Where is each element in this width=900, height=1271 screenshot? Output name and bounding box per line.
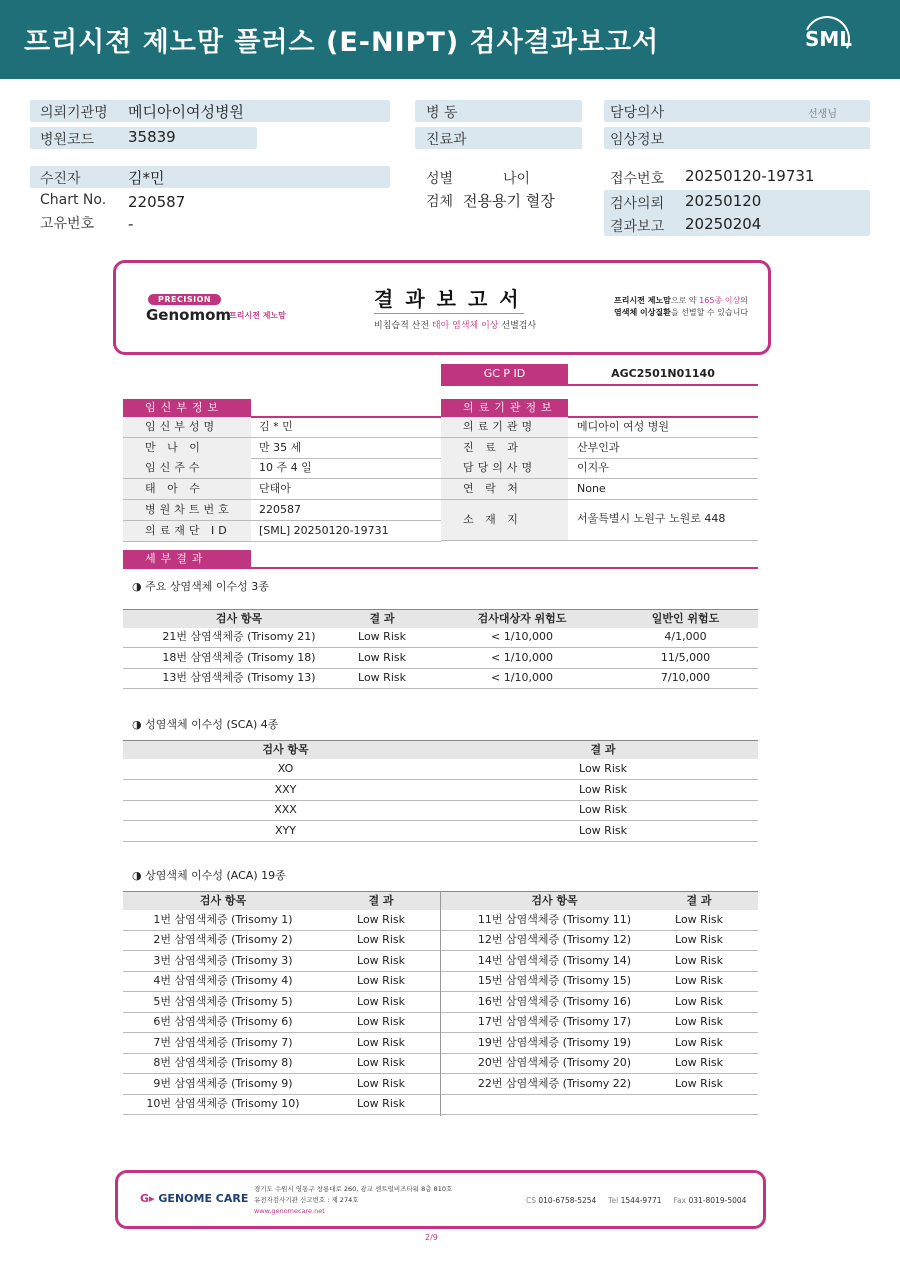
footer-url[interactable]: www.genomecare.net [254,1207,325,1215]
sca-cell: XXX [274,803,297,816]
footer-phones: CS 010-6758-5254 Tel 1544-9771 Fax 031-8019-5004 [526,1196,747,1205]
specimen-label: 검체 [426,194,454,210]
aca-cell: Low Risk [675,994,723,1008]
footer-card [115,1170,766,1229]
aca-cell: Low Risk [675,1056,723,1070]
sca-cell: Low Risk [579,762,627,775]
major-cell: < 1/10,000 [491,630,553,643]
patient-box [30,166,390,188]
aca-cell: Low Risk [357,974,405,988]
card-side-text: 프리시젼 제노맘으로 약 165종 이상의 염색체 이상질환을 선별할 수 있습니다 [614,296,749,317]
aca-cell: 1번 삼염색체증 (Trisomy 1) [153,913,293,926]
sca-cell: Low Risk [579,823,627,837]
mother-row-value: 10 주 4 일 [259,461,312,475]
report-title: 결과보고서 [374,287,531,311]
column-divider [440,891,441,1116]
major-cell: 4/1,000 [664,630,707,643]
sca-cell: Low Risk [579,782,627,796]
specimen-value: 전용용기 혈장 [463,192,555,210]
report-header-card [113,260,771,355]
aca-cell: 15번 삼염색체증 (Trisomy 15) [477,974,632,988]
hospital-value: 메디아이여성병원 [128,103,244,121]
aca-cell: 11번 삼염색체증 (Trisomy 11) [477,913,632,926]
page-title: 프리시젼 제노맘 플러스 (E-NIPT) 검사결과보고서 [24,27,660,58]
aca-cell: Low Risk [675,1076,723,1090]
major-cell: Low Risk [358,671,406,685]
inst-row-label: 진 료 과 [441,438,568,458]
row-divider [123,688,758,689]
aca-cell: 9번 삼염색체증 (Trisomy 9) [153,1076,293,1090]
sca-header-cell: 검사 항목 [262,743,309,756]
aca-cell: Low Risk [357,1076,405,1090]
report-subtitle: 비침습적 산전 태아 염색체 이상 선별검사 [374,321,537,331]
unique-label: 고유번호 [40,216,95,232]
major-cell: 21번 삼염색체증 (Trisomy 21) [162,630,316,643]
aca-cell: 14번 삼염색체증 (Trisomy 14) [477,953,632,967]
sca-cell: Low Risk [579,803,627,816]
aca-cell: 3번 삼염색체증 (Trisomy 3) [153,953,293,967]
aca-header-cell: 결 과 [686,894,712,907]
mother-row-value: 김 * 민 [259,420,293,433]
aca-cell: 10번 삼염색체증 (Trisomy 10) [146,1097,300,1111]
inst-row-value: 이지우 [577,461,609,475]
sml-logo: SML [804,27,852,51]
inst-row-value: 산부인과 [577,440,620,454]
row-divider [441,540,758,541]
request-label: 검사의뢰 [610,196,665,212]
aca-cell: Low Risk [357,1015,405,1029]
major-header-cell: 일반인 위험도 [651,612,720,625]
clinical-label: 임상정보 [610,132,665,148]
precision-badge: PRECISION [148,294,221,305]
gcp-value: AGC2501N01140 [611,367,715,380]
aca-cell: 5번 삼염색체증 (Trisomy 5) [153,994,293,1008]
request-value: 20250120 [685,192,762,210]
mother-row-value: 만 35 세 [259,440,302,454]
chart-value: 220587 [128,193,186,211]
ward-label: 병 동 [426,105,458,121]
gcp-label: GC P ID [483,367,526,380]
title-divider [374,313,524,314]
aca-cell: 8번 삼염색체증 (Trisomy 8) [153,1056,293,1070]
aca-cell: 16번 삼염색체증 (Trisomy 16) [477,994,632,1008]
major-cell: < 1/10,000 [491,671,553,685]
inst-row-label: 소 재 지 [441,500,568,540]
patient-label: 수진자 [40,171,81,187]
inst-row-value: 서울특별시 노원구 노원로 448 [577,512,726,525]
page-number: 2/9 [425,1233,438,1242]
age-label: 나이 [503,171,531,187]
title-bar [0,0,900,79]
aca-header-cell: 검사 항목 [199,894,247,907]
aca-cell: Low Risk [675,1015,723,1029]
mother-row-label: 만 나 이 [123,438,251,458]
aca-cell: Low Risk [675,933,723,947]
aca-cell: Low Risk [675,953,723,967]
mother-row-value: [SML] 20250120-19731 [259,523,389,537]
report-label: 결과보고 [610,219,665,235]
sca-cell: XYY [275,823,296,837]
sca-section-title: ◑ 성염색체 이수성 (SCA) 4종 [132,718,279,731]
aca-cell: 19번 삼염색체증 (Trisomy 19) [477,1035,632,1049]
aca-cell: Low Risk [675,913,723,926]
inst-info-tag: 의료기관정보 [441,399,568,417]
report-value: 20250204 [685,215,762,233]
major-section-title: ◑ 주요 상염색체 이수성 3종 [132,580,269,593]
major-cell: Low Risk [358,630,406,643]
mother-row-label: 병원차트번호 [123,500,251,520]
genomom-subtitle: 프리시젼 제노맘 [229,311,286,320]
major-cell: Low Risk [358,650,406,664]
mother-info-tag: 임신부정보 [123,399,251,417]
inst-row-value: None [577,482,606,496]
hospital-label: 의뢰기관명 [40,105,108,121]
major-cell: 13번 삼염색체증 (Trisomy 13) [162,671,316,685]
aca-header-cell: 검사 항목 [531,894,578,907]
mother-row-label: 태 아 수 [123,479,251,499]
sca-cell: XO [277,762,294,775]
mother-row-label: 임신부성명 [123,417,251,437]
unique-value: - [128,215,134,233]
aca-cell: Low Risk [675,974,723,988]
aca-cell: Low Risk [675,1035,723,1049]
aca-cell: Low Risk [357,1056,405,1070]
aca-cell: 2번 삼염색체증 (Trisomy 2) [153,933,293,947]
detail-results-line [123,567,758,569]
aca-cell: Low Risk [357,994,405,1008]
chart-label: Chart No. [40,192,107,208]
aca-cell: Low Risk [357,1035,405,1049]
receipt-value: 20250120-19731 [685,167,815,185]
sca-header-cell: 결 과 [590,743,616,756]
inst-row-label: 의료기관명 [441,417,568,437]
code-value: 35839 [128,128,176,146]
major-cell: < 1/10,000 [491,650,553,664]
mother-row-label: 임신주수 [123,458,251,478]
inst-row-label: 담당의사명 [441,458,568,478]
aca-cell: Low Risk [357,1097,405,1111]
mother-row-label: 의료재단 ID [123,521,251,541]
major-header-cell: 결 과 [369,612,395,625]
aca-cell: 22번 삼염색체증 (Trisomy 22) [477,1076,632,1090]
footer-address: 경기도 수원시 영통구 창룡대로 260, 광교 센트럴비즈타워 8층 810호 유전자검사기관 신고번호 : 제 274호 www.genomecare.net [254,1185,453,1215]
aca-section-title: ◑ 상염색체 이수성 (ACA) 19종 [132,869,286,882]
major-cell: 7/10,000 [660,671,711,685]
doctor-label: 담당의사 [610,105,665,121]
major-cell: 11/5,000 [660,650,711,664]
aca-cell: 4번 삼염색체증 (Trisomy 4) [153,974,293,988]
code-label: 병원코드 [40,132,95,148]
inst-row-label: 연 락 처 [441,479,568,499]
dept-label: 진료과 [426,132,467,148]
gcp-underline [441,384,758,386]
aca-cell: 17번 삼염색체증 (Trisomy 17) [477,1015,632,1029]
doctor-suffix: 선생님 [808,109,837,120]
row-divider [123,841,758,842]
detail-results-tag: 세부결과 [123,550,251,568]
aca-cell: 12번 삼염색체증 (Trisomy 12) [477,933,632,947]
sex-label: 성별 [426,171,454,187]
receipt-label: 접수번호 [610,171,665,187]
aca-header-cell: 결 과 [368,894,394,907]
genome-care-logo: G▸ GENOME CARE [140,1192,249,1205]
aca-cell: Low Risk [357,933,405,947]
aca-cell: 7번 삼염색체증 (Trisomy 7) [153,1035,293,1049]
row-divider [123,541,441,542]
mother-row-value: 220587 [259,502,301,516]
mother-row-value: 단태아 [259,482,291,496]
major-cell: 18번 삼염색체증 (Trisomy 18) [162,650,316,664]
aca-cell: Low Risk [357,913,405,926]
aca-cell: 20번 삼염색체증 (Trisomy 20) [477,1056,632,1070]
aca-cell: 6번 삼염색체증 (Trisomy 6) [153,1015,293,1029]
patient-value: 김*민 [128,169,165,187]
inst-row-value: 메디아이 여성 병원 [577,420,670,433]
major-header-cell: 검사 항목 [215,612,263,625]
major-header-cell: 검사대상자 위험도 [477,612,567,625]
sca-cell: XXY [274,782,297,796]
genomom-logo: Genomom [146,306,232,324]
aca-cell: Low Risk [357,953,405,967]
